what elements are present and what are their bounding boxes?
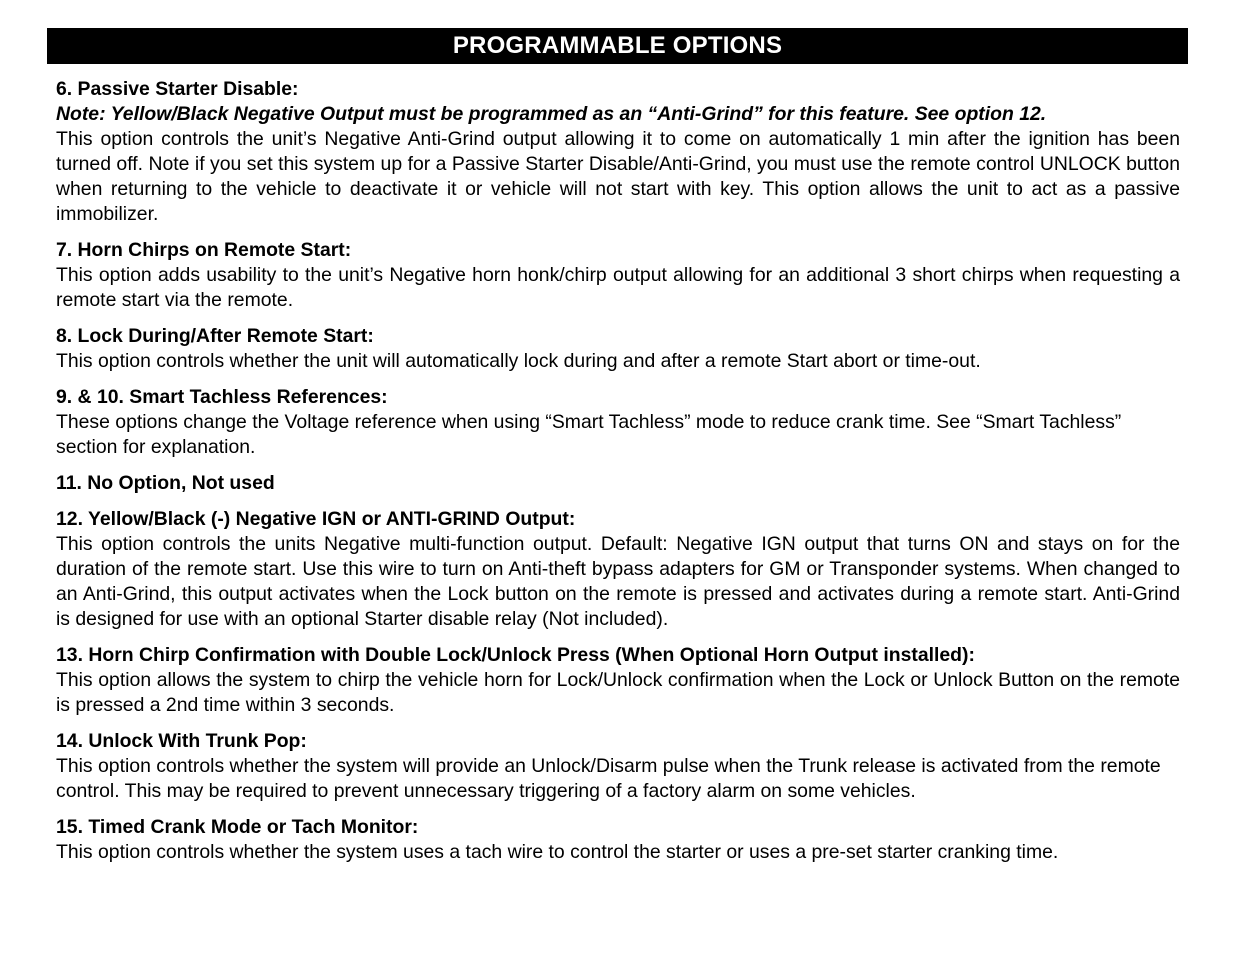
option-7-title: 7. Horn Chirps on Remote Start: (56, 239, 352, 261)
option-8-title: 8. Lock During/After Remote Start: (56, 325, 374, 347)
option-15-section (56, 815, 1180, 865)
option-11-section (56, 471, 1180, 496)
option-9-10-body: These options change the Voltage reference when using “Smart Tachless” mode to reduce crank time. See “Smart Tachless” section for explanation. (56, 411, 1122, 458)
option-9-10-title: 9. & 10. Smart Tachless References: (56, 386, 388, 408)
page-title: PROGRAMMABLE OPTIONS (47, 28, 1188, 64)
option-9-10-section (56, 385, 1180, 460)
option-6-note: Note: Yellow/Black Negative Output must be programmed as an “Anti-Grind” for this feature. See option 12. (56, 103, 1047, 125)
option-12-body: This option controls the units Negative multi-function output. Default: Negative IGN output that turns ON and stays on for the duration of the remote start. Use this wire to turn on Anti-theft bypass adapters for GM or Transponder systems. When changed to an Anti-Grind, this output activates when the Lock button on the remote is pressed and activates during a remote start. Anti-Grind is designed for use with an optional Starter disable relay (Not included). (56, 533, 1180, 630)
option-6-title: 6. Passive Starter Disable: (56, 78, 299, 100)
option-14-section (56, 729, 1180, 804)
option-13-title: 13. Horn Chirp Confirmation with Double Lock/Unlock Press (When Optional Horn Output installed): (56, 644, 975, 666)
option-12-title: 12. Yellow/Black (-) Negative IGN or ANTI-GRIND Output: (56, 508, 576, 530)
option-11-title: 11. No Option, Not used (56, 472, 275, 494)
option-6-body: This option controls the unit’s Negative Anti-Grind output allowing it to come on automatically 1 min after the ignition has been turned off. Note if you set this system up for a Passive Starter Disable/Anti-Grind, you must use the remote control UNLOCK button when returning to the vehicle to deactivate it or vehicle will not start with key. This option allows the unit to act as a passive immobilizer. (56, 128, 1180, 225)
option-15-body: This option controls whether the system uses a tach wire to control the starter or uses a pre-set starter cranking time. (56, 841, 1059, 863)
option-14-title: 14. Unlock With Trunk Pop: (56, 730, 307, 752)
option-7-section (56, 238, 1180, 313)
option-14-body: This option controls whether the system will provide an Unlock/Disarm pulse when the Trunk release is activated from the remote control. This may be required to prevent unnecessary triggering of a factory alarm on some vehicles. (56, 755, 1161, 802)
option-7-body: This option adds usability to the unit’s Negative horn honk/chirp output allowing for an additional 3 short chirps when requesting a remote start via the remote. (56, 264, 1180, 311)
option-6-section (56, 77, 1180, 227)
option-12-section (56, 507, 1180, 632)
options-list (56, 77, 1180, 876)
option-8-body: This option controls whether the unit will automatically lock during and after a remote Start abort or time-out. (56, 350, 981, 372)
option-8-section (56, 324, 1180, 374)
option-13-section (56, 643, 1180, 718)
option-13-body: This option allows the system to chirp the vehicle horn for Lock/Unlock confirmation when the Lock or Unlock Button on the remote is pressed a 2nd time within 3 seconds. (56, 669, 1180, 716)
option-15-title: 15. Timed Crank Mode or Tach Monitor: (56, 816, 419, 838)
